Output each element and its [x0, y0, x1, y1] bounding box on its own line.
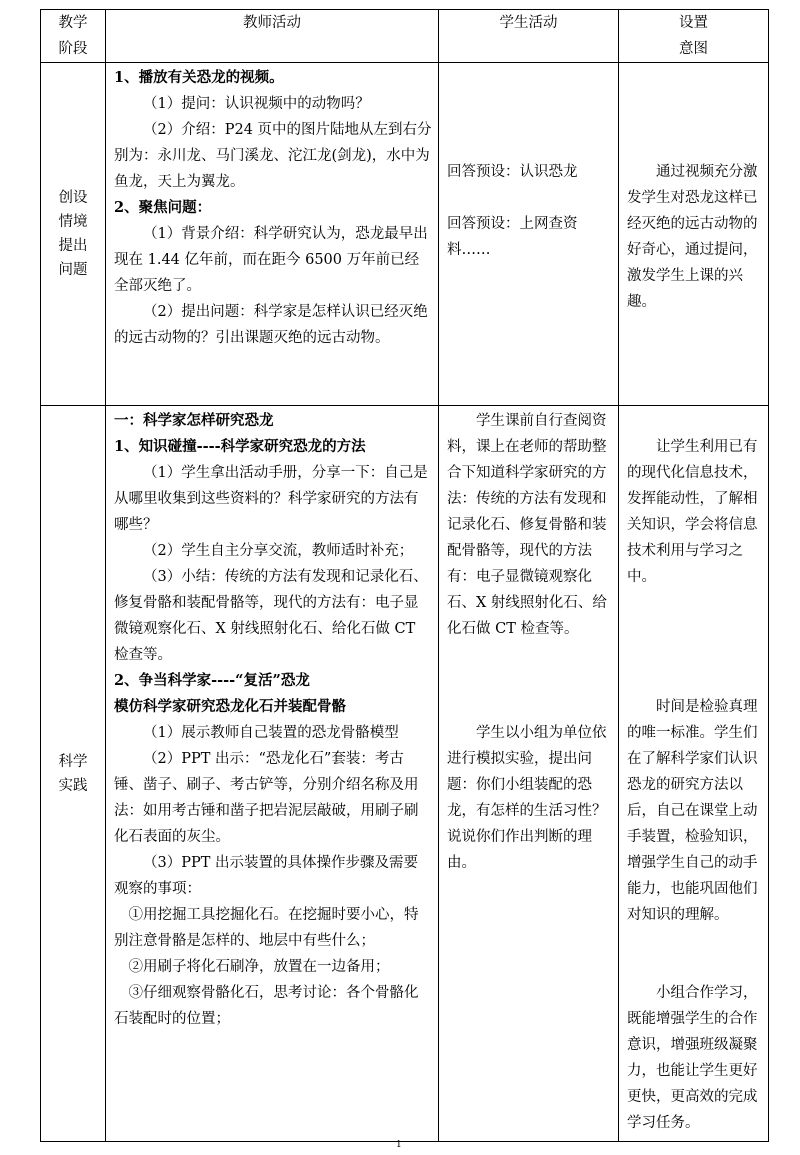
header-student: 学生活动: [439, 10, 619, 63]
header-stage: [41, 10, 106, 63]
teacher-item: （1）背景介绍：科学研究认为，恐龙最早出现在 1.44 亿年前，而在距今 6500 万年前已经全部灭绝了。: [114, 226, 428, 294]
header-intent: [619, 10, 769, 63]
teacher-item: （3）PPT 出示装置的具体操作步骤及需要观察的事项：: [114, 855, 419, 897]
teacher-cell-practice: [106, 406, 439, 1142]
header-stage-line1: 教学: [58, 15, 88, 31]
intent-item: 让学生利用已有的现代化信息技术，发挥能动性，了解相关知识，学会将信息技术利用与学习之中。: [627, 439, 758, 585]
teacher-item: 一：科学家怎样研究恐龙: [114, 412, 274, 429]
teacher-item: ②用刷子将化石刷净，放置在一边备用；: [128, 959, 390, 975]
student-item: 回答预设：上网查资料……: [447, 216, 578, 258]
intent-item: 时间是检验真理的唯一标准。学生们在了解科学家们认识恐龙的研究方法以后，自己在课堂上动手装置，检验知识，增强学生自己的动手能力，也能巩固他们对知识的理解。: [627, 699, 758, 923]
lesson-plan-table: [40, 9, 769, 1142]
teacher-cell-situation: [106, 63, 439, 406]
student-cell-situation: [439, 63, 619, 406]
intent-item: 通过视频充分激发学生对恐龙这样已经灭绝的远古动物的好奇心，通过提问，激发学生上课的兴趣。: [627, 164, 758, 310]
header-teacher: 教师活动: [106, 10, 439, 63]
header-intent-line1: 设置: [679, 15, 708, 31]
intent-cell-situation: [619, 63, 769, 406]
intent-item: 小组合作学习，既能增强学生的合作意识，增强班级凝聚力，也能让学生更好更快，更高效的完成学习任务。: [627, 985, 758, 1131]
teacher-item: 2、争当科学家----“复活”恐龙: [114, 672, 310, 689]
teacher-item: （2）介绍：P24 页中的图片陆地从左到右分别为：永川龙、马门溪龙、沱江龙(剑龙)，水中为鱼龙，天上为翼龙。: [114, 122, 432, 190]
stage-text: 创设: [58, 190, 88, 206]
teacher-item: （1）提问：认识视频中的动物吗？: [143, 96, 370, 112]
stage-text: 科学: [58, 753, 88, 770]
teacher-item: 2、聚焦问题：: [114, 199, 212, 216]
teacher-item: （3）小结：传统的方法有发现和记录化石、修复骨骼和装配骨骼等，现代的方法有：电子显微镜观察化石、X 射线照射化石、给化石做 CT 检查等。: [114, 569, 428, 663]
teacher-item: ③仔细观察骨骼化石，思考讨论：各个骨骼化石装配时的位置；: [114, 985, 419, 1027]
student-item: 学生以小组为单位依进行模拟实验，提出问题：你们小组装配的恐龙，有怎样的生活习性？说说你们作出判断的理由。: [447, 725, 607, 871]
student-item: 学生课前自行查阅资料，课上在老师的帮助整合下知道科学家研究的方法：传统的方法有发现和记录化石、修复骨骼和装配骨骼等，现代的方法有：电子显微镜观察化石、X 射线照射化石、给化石做 CT 检查等。: [447, 413, 607, 637]
stage-text: 实践: [58, 777, 88, 794]
stage-cell-situation: [41, 63, 106, 406]
teacher-item: 1、播放有关恐龙的视频。: [114, 69, 284, 86]
row-situation: [41, 63, 769, 406]
stage-text: 提出: [58, 238, 88, 254]
header-row: [41, 10, 769, 63]
stage-cell-practice: [41, 406, 106, 1142]
teacher-item: 1、知识碰撞----科学家研究恐龙的方法: [114, 438, 366, 455]
intent-cell-practice: [619, 406, 769, 1142]
teacher-item: 模仿科学家研究恐龙化石并装配骨骼: [114, 698, 346, 715]
student-item: 回答预设：认识恐龙: [447, 164, 578, 180]
header-intent-line2: 意图: [679, 41, 708, 57]
page-number: 1: [396, 1140, 402, 1150]
stage-text: 情境: [58, 214, 88, 230]
stage-text: 问题: [58, 262, 88, 278]
header-stage-line2: 阶段: [58, 41, 88, 57]
row-practice: [41, 406, 769, 1142]
teacher-item: ①用挖掘工具挖掘化石。在挖掘时要小心，特别注意骨骼是怎样的、地层中有些什么；: [114, 907, 419, 949]
teacher-item: （1）展示教师自己装置的恐龙骨骼模型: [143, 725, 399, 741]
teacher-item: （1）学生拿出活动手册，分享一下：自己是从哪里收集到这些资料的？科学家研究的方法有哪些？: [114, 465, 428, 533]
teacher-item: （2）学生自主分享交流，教师适时补充；: [143, 543, 414, 559]
student-cell-practice: [439, 406, 619, 1142]
teacher-item: （2）PPT 出示：“恐龙化石”套装：考古锤、凿子、刷子、考古铲等，分别介绍名称及用法：如用考古锤和凿子把岩泥层敲破，用刷子刷化石表面的灰尘。: [114, 751, 419, 845]
teacher-item: （2）提出问题：科学家是怎样认识已经灭绝的远古动物的？引出课题灭绝的远古动物。: [114, 304, 428, 346]
